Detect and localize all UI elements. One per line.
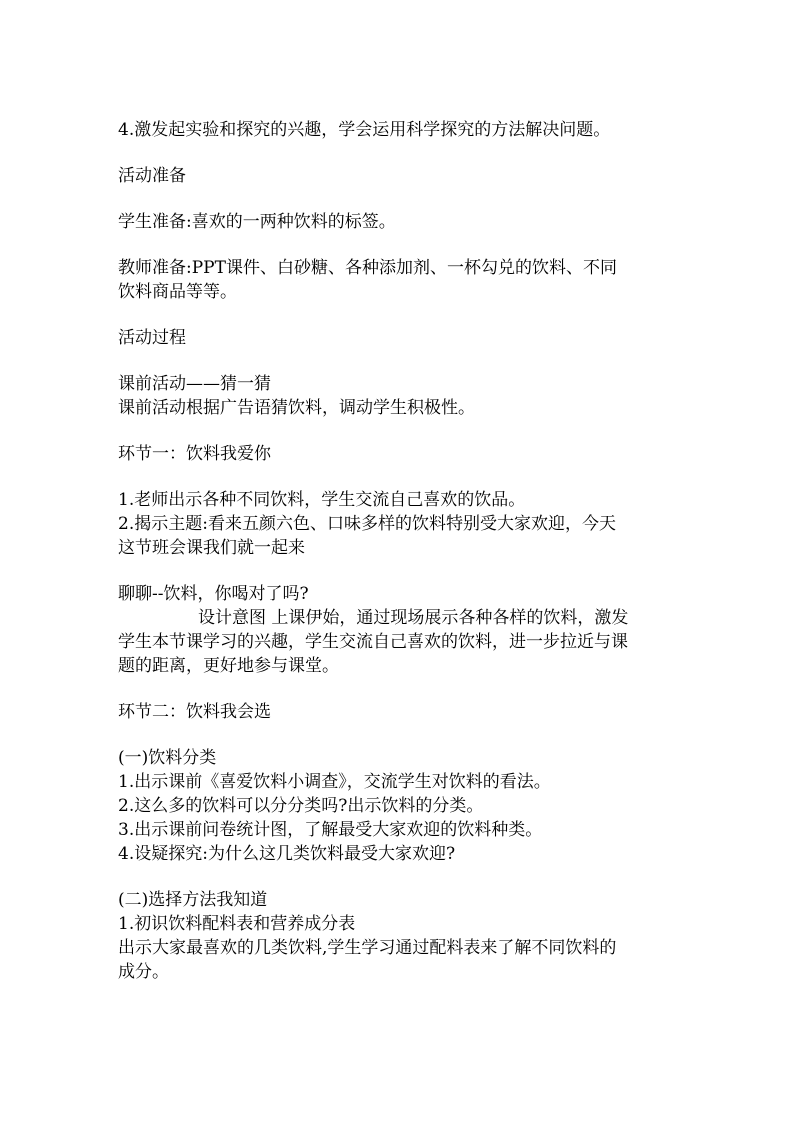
section-1-item-2-line-2: 这节班会课我们就一起来 — [118, 538, 305, 558]
goal-item-4: 4.激发起实验和探究的兴趣，学会运用科学探究的方法解决问题。 — [118, 120, 611, 140]
paragraph-gap — [118, 304, 680, 326]
classification-item-2: 2.这么多的饮料可以分分类吗?出示饮料的分类。 — [118, 796, 484, 816]
section-1-topic: 聊聊--饮料，你喝对了吗? — [118, 584, 309, 604]
selection-text-line-2: 成分。 — [118, 962, 169, 982]
heading-section-2: 环节二：饮料我会选 — [118, 702, 271, 722]
section-1-item-1: 1.老师出示各种不同饮料，学生交流自己喜欢的饮品。 — [118, 490, 526, 510]
design-intent-line-3: 题的距离，更好地参与课堂。 — [118, 656, 339, 676]
subheading-drink-classification: (一)饮料分类 — [118, 748, 217, 768]
subheading-selection-method: (二)选择方法我知道 — [118, 890, 268, 910]
paragraph-gap — [118, 350, 680, 372]
selection-text-line-1: 出示大家最喜欢的几类饮料,学生学习通过配料表来了解不同饮料的 — [118, 938, 617, 958]
heading-preclass-activity: 课前活动——猜一猜 — [118, 374, 271, 394]
paragraph-gap — [118, 724, 680, 746]
design-intent-line-2: 学生本节课学习的兴趣，学生交流自己喜欢的饮料，进一步拉近与课 — [118, 632, 628, 652]
paragraph-gap — [118, 866, 680, 888]
classification-item-4: 4.设疑探究:为什么这几类饮料最受大家欢迎? — [118, 844, 456, 864]
paragraph-gap — [118, 560, 680, 582]
design-intent-line-1: 设计意图 上课伊始，通过现场展示各种各样的饮料，激发 — [198, 608, 629, 628]
heading-section-1: 环节一：饮料我爱你 — [118, 444, 271, 464]
paragraph-gap — [118, 234, 680, 256]
heading-activity-process: 活动过程 — [118, 328, 186, 348]
paragraph-gap — [118, 188, 680, 210]
paragraph-gap — [118, 678, 680, 700]
selection-item-1: 1.初识饮料配料表和营养成分表 — [118, 914, 356, 934]
paragraph-gap — [118, 420, 680, 442]
heading-activity-preparation: 活动准备 — [118, 166, 186, 186]
student-preparation: 学生准备:喜欢的一两种饮料的标签。 — [118, 212, 396, 232]
classification-item-3: 3.出示课前问卷统计图，了解最受大家欢迎的饮料种类。 — [118, 820, 543, 840]
paragraph-gap — [118, 466, 680, 488]
teacher-preparation-line-1: 教师准备:PPT课件、白砂糖、各种添加剂、一杯勾兑的饮料、不同 — [118, 258, 617, 278]
paragraph-gap — [118, 142, 680, 164]
section-1-item-2-line-1: 2.揭示主题:看来五颜六色、口味多样的饮料特别受大家欢迎，今天 — [118, 514, 616, 534]
classification-item-1: 1.出示课前《喜爱饮料小调查》，交流学生对饮料的看法。 — [118, 772, 551, 792]
document-body — [118, 118, 680, 984]
preclass-activity-text: 课前活动根据广告语猜饮料，调动学生积极性。 — [118, 398, 475, 418]
teacher-preparation-line-2: 饮料商品等等。 — [118, 282, 237, 302]
